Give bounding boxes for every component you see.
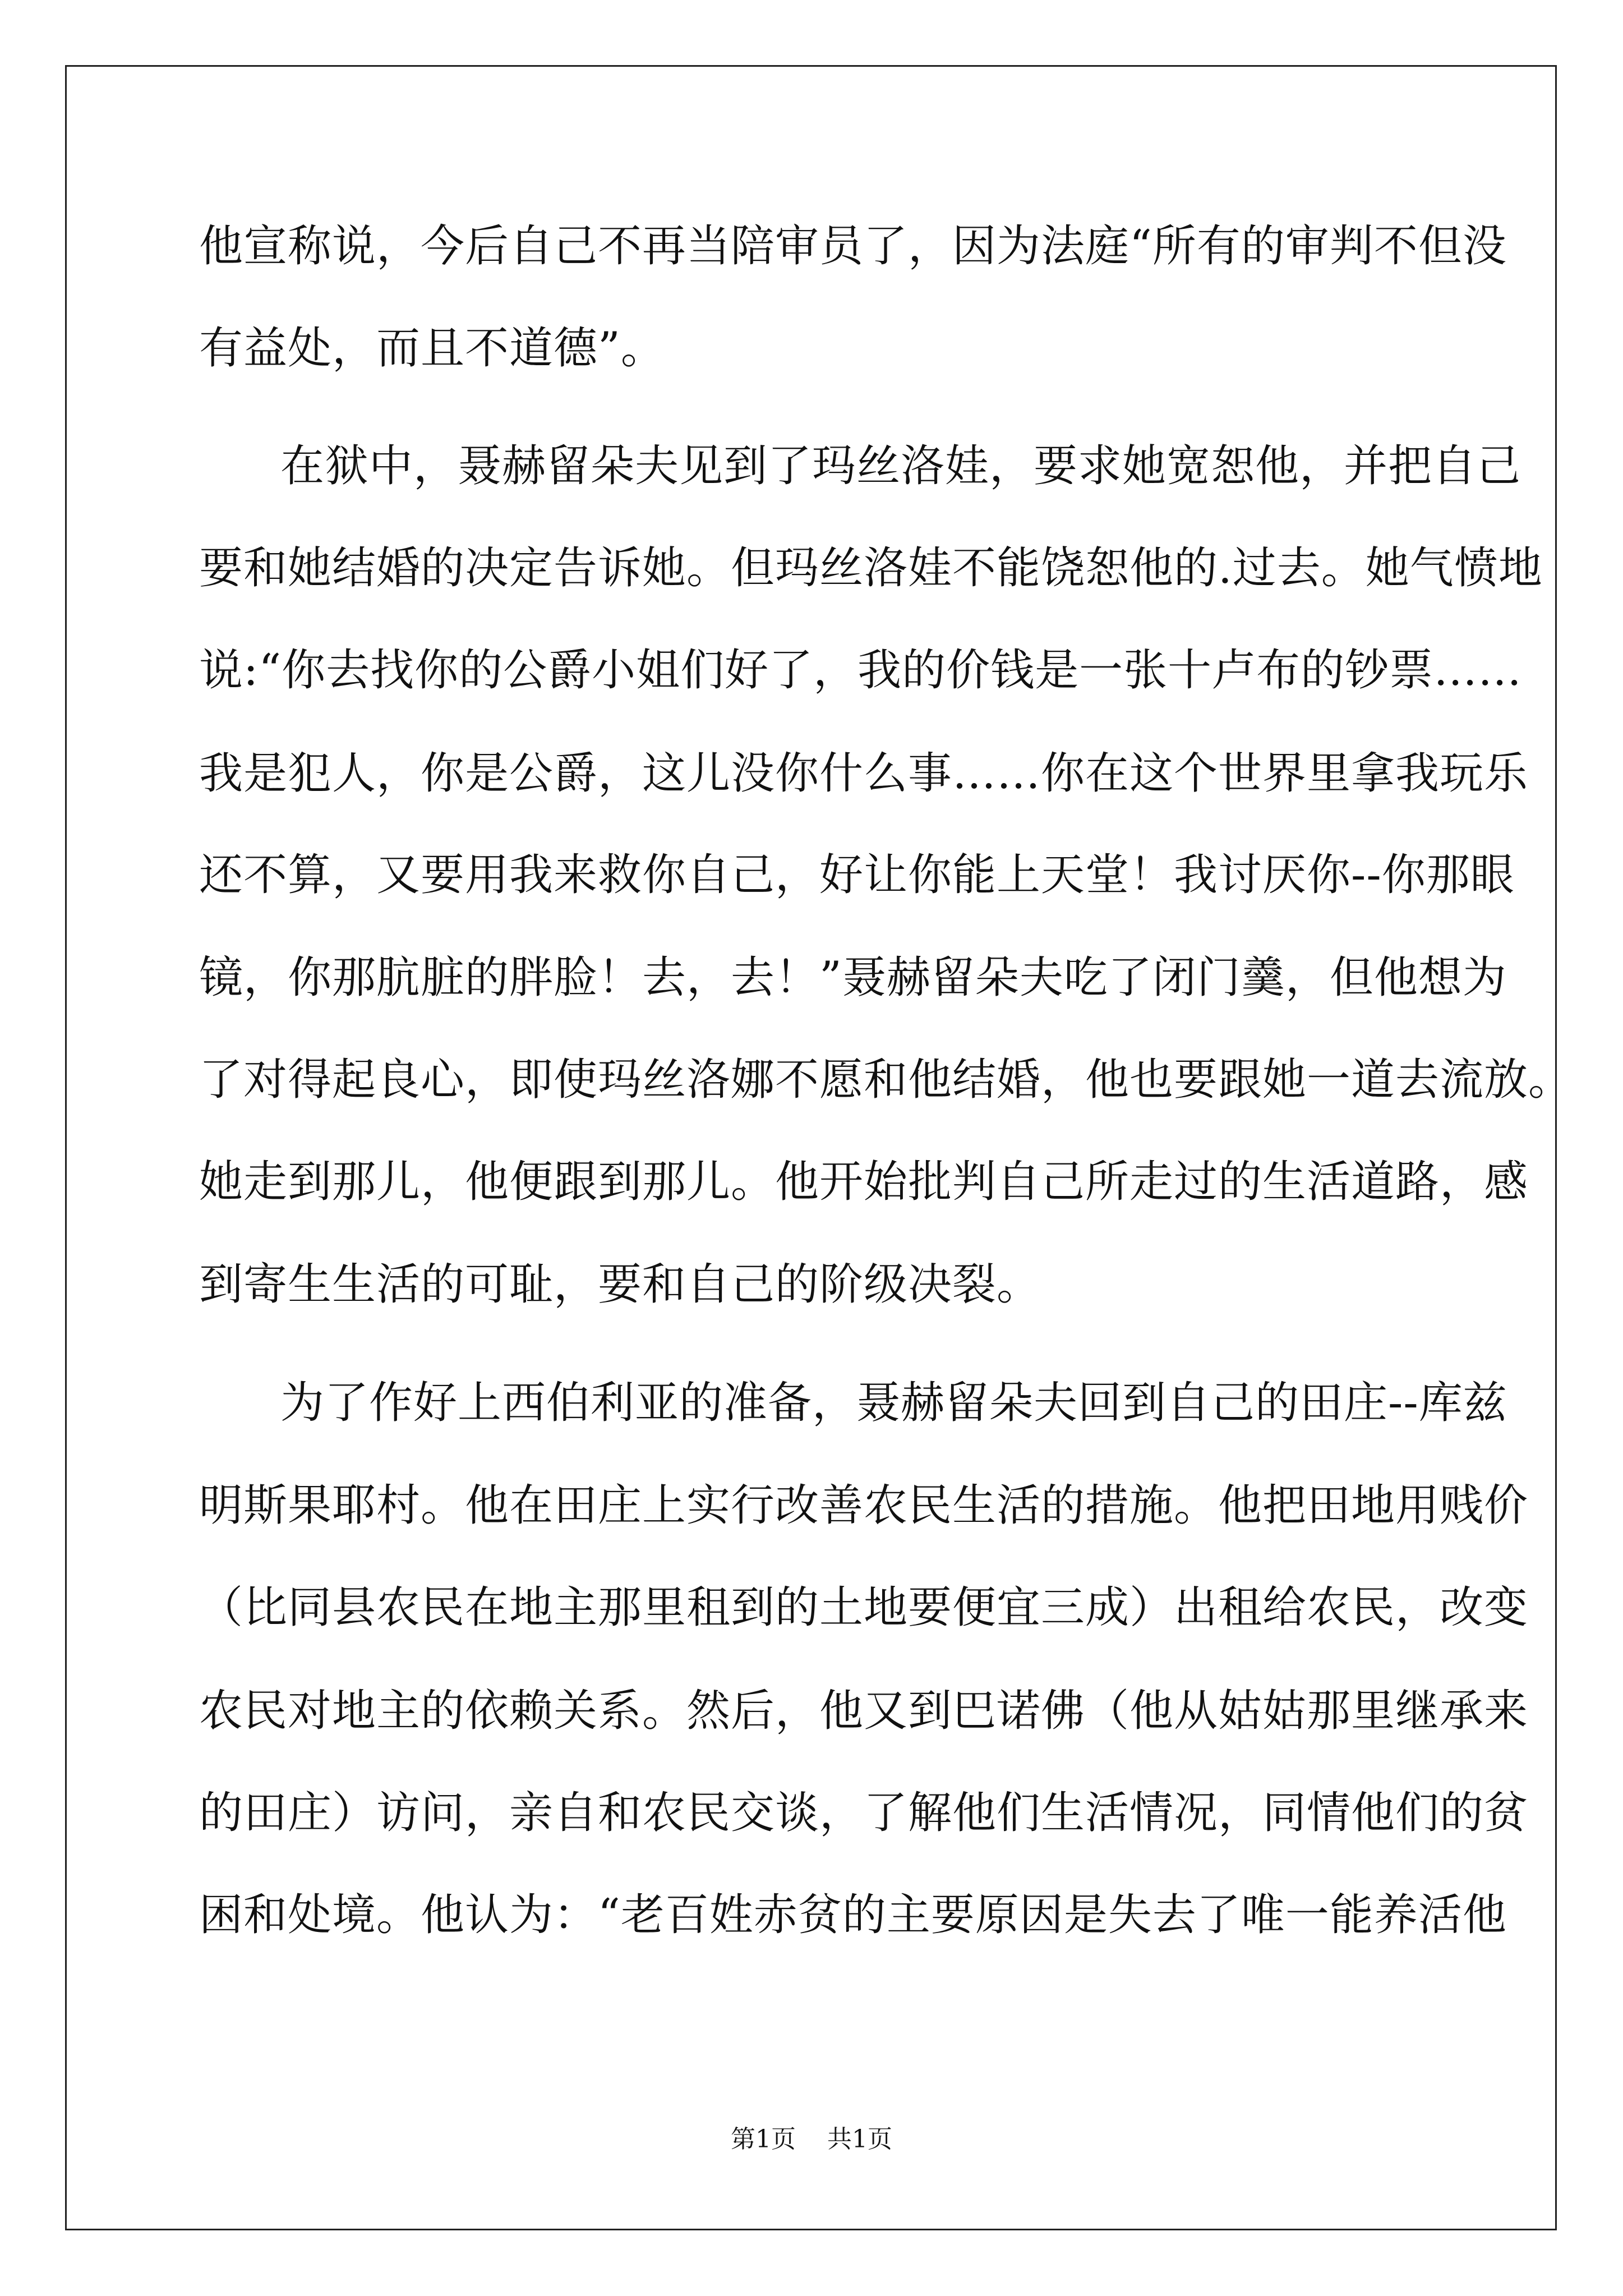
page-number: 第1页	[731, 2125, 796, 2154]
text-line: 我是犯人，你是公爵，这儿没你什么事……你在这个世界里拿我玩乐	[199, 748, 1529, 799]
text-line: 了对得起良心，即使玛丝洛娜不愿和他结婚，他也要跟她一道去流放。	[199, 1055, 1573, 1105]
text-line: 说:“你去找你的公爵小姐们好了，我的价钱是一张十卢布的钞票……	[199, 645, 1523, 696]
text-line: 困和处境。他认为：“老百姓赤贫的主要原因是失去了唯一能养活他	[199, 1890, 1507, 1940]
text-line: 还不算，又要用我来救你自己，好让你能上天堂！我讨厌你--你那眼	[199, 850, 1515, 900]
page-footer	[0, 2123, 1623, 2156]
text-line: （比同县农民在地主那里租到的土地要便宜三成）出租给农民，改变	[199, 1582, 1529, 1633]
page-total: 共1页	[827, 2125, 892, 2154]
text-line: 农民对地主的依赖关系。然后，他又到巴诺佛（他从姑姑那里继承来	[199, 1686, 1529, 1736]
text-line: 到寄生生活的可耻，要和自己的阶级决裂。	[199, 1259, 1041, 1310]
text-line: 的田庄）访问，亲自和农民交谈，了解他们生活情况，同情他们的贫	[199, 1788, 1529, 1838]
text-line: 他宣称说，今后自己不再当陪审员了，因为法庭“所有的审判不但没	[199, 221, 1507, 272]
text-line: 要和她结婚的决定告诉她。但玛丝洛娃不能饶恕他的.过去。她气愤地	[199, 543, 1543, 593]
text-line: 有益处，而且不道德”。	[199, 323, 665, 374]
text-line: 她走到那儿，他便跟到那儿。他开始批判自己所走过的生活道路，感	[199, 1157, 1529, 1207]
text-line: 明斯果耶村。他在田庄上实行改善农民生活的措施。他把田地用贱价	[199, 1480, 1529, 1531]
text-line: 镜，你那肮脏的胖脸！去，去！”聂赫留朵夫吃了闭门羹，但他想为	[199, 953, 1507, 1003]
text-line: 在狱中，聂赫留朵夫见到了玛丝洛娃，要求她宽恕他，并把自己	[280, 441, 1521, 491]
text-line: 为了作好上西伯利亚的准备，聂赫留朵夫回到自己的田庄--库兹	[280, 1378, 1507, 1428]
